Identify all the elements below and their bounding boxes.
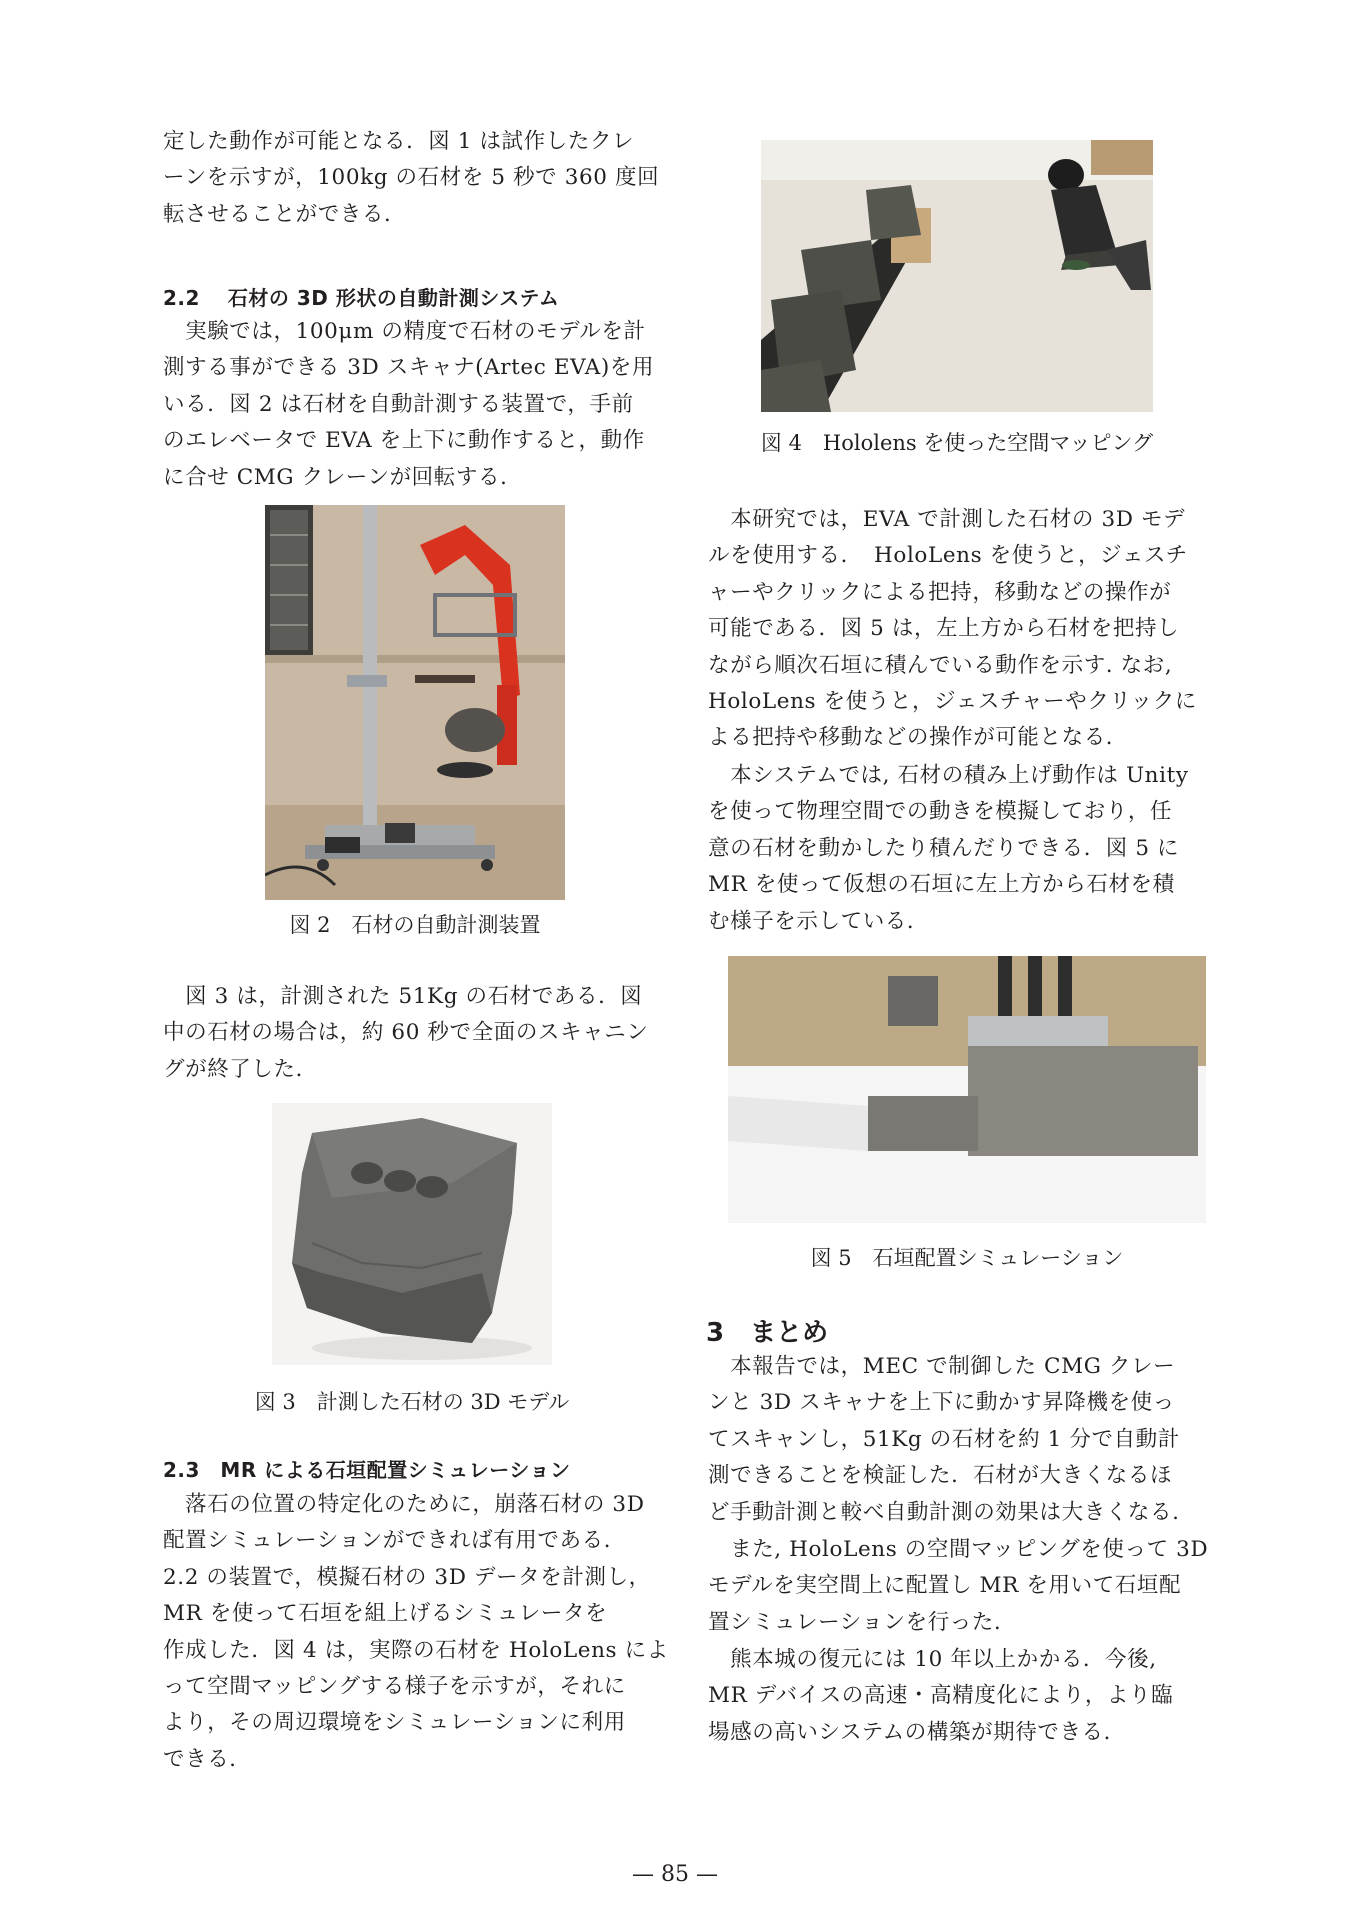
figure-4-photo [761, 140, 1153, 412]
figure-4-caption: 図 4 Hololens を使った空間マッピング [760, 431, 1154, 455]
page-number: — 85 — [632, 1862, 718, 1887]
left-paragraph-4: 落石の位置の特定化のために，崩落石材の 3D 配置シミュレーションができれば有用である． 2.2 の装置で，模擬石材の 3D データを計測し， MR を使って石垣を組上げるシミュレータを 作成した．図 4 は，実際の石材を HoloLens によ って空間マッピングする様子を示すが，それに より，その周辺環境をシミュレーションに利用 できる． [163, 1492, 669, 1772]
right-paragraph-8: また, HoloLens の空間マッピングを使って 3D モデルを実空間上に配置し MR を用いて石垣配 置シミュレーションを行った． [708, 1537, 1209, 1635]
figure-3-caption: 図 3 計測した石材の 3D モデル [254, 1390, 570, 1414]
left-paragraph-3: 図 3 は，計測された 51Kg の石材である．図 中の石材の場合は，約 60 秒で全面のスキャニン グが終了した． [163, 984, 649, 1082]
figure-2-caption: 図 2 石材の自動計測装置 [289, 913, 541, 937]
figure-5-caption: 図 5 石垣配置シミュレーション [810, 1246, 1124, 1270]
section-heading-2-3: 2.3 MR による石垣配置シミュレーション [163, 1458, 571, 1482]
right-paragraph-6: 本システムでは, 石材の積み上げ動作は Unity を使って物理空間での動きを模擬しており，任 意の石材を動かしたり積んだりできる．図 5 に MR を使って仮想の石垣に左上方から石材を積 む様子を示している． [708, 763, 1189, 934]
left-paragraph-2: 実験では，100μm の精度で石材のモデルを計 測する事ができる 3D スキャナ(Artec EVA)を用 いる．図 2 は石材を自動計測する装置で，手前 のエレベータで EVA を上下に動作すると，動作 に合せ CMG クレーンが回転する． [163, 319, 655, 490]
figure-5-simulation [728, 956, 1206, 1223]
figure-3-stone-model [272, 1103, 552, 1365]
left-paragraph-1: 定した動作が可能となる．図 1 は試作したクレ ーンを示すが，100kg の石材を 5 秒で 360 度回 転させることができる． [163, 129, 660, 227]
section-heading-2-2: 2.2 石材の 3D 形状の自動計測システム [163, 286, 560, 310]
section-heading-3: 3 まとめ [706, 1318, 829, 1348]
right-paragraph-7: 本報告では，MEC で制御した CMG クレー ンと 3D スキャナを上下に動かす昇降機を使っ てスキャンし，51Kg の石材を約 1 分で自動計 測できることを検証した．石材が大きくなるほ ど手動計測と較べ自動計測の効果は大きくなる. [708, 1354, 1180, 1525]
right-paragraph-9: 熊本城の復元には 10 年以上かかる．今後, MR デバイスの高速・高精度化により，より臨 場感の高いシステムの構築が期待できる． [708, 1647, 1174, 1745]
right-paragraph-5: 本研究では，EVA で計測した石材の 3D モデ ルを使用する． HoloLens を使うと，ジェスチ ャーやクリックによる把持，移動などの操作が 可能である．図 5 は，左上方から石材を把持し ながら順次石垣に積んでいる動作を示す. なお, HoloLens を使うと，ジェスチャーやクリックに よる把持や移動などの操作が可能となる． [708, 507, 1197, 751]
figure-2-photo [265, 505, 565, 900]
